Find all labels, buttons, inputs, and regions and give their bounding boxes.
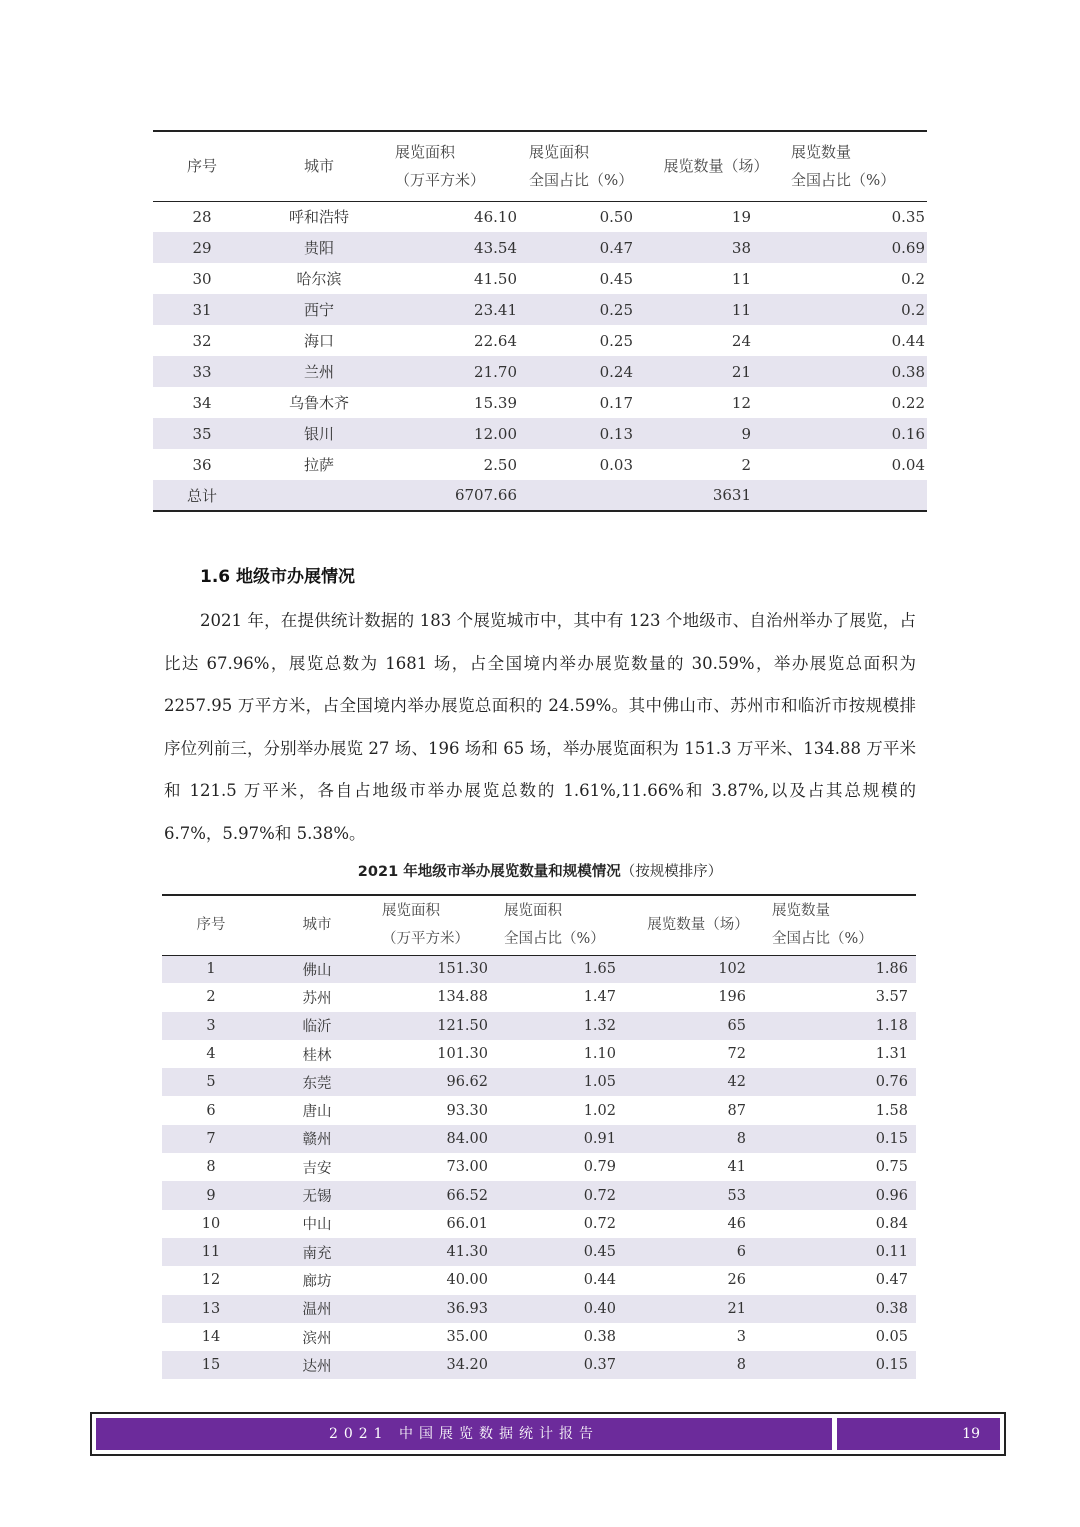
- total-area: 6707.66: [454, 486, 517, 504]
- table-header-row: [153, 131, 927, 201]
- row-area: 34.20: [446, 1357, 488, 1374]
- row-area: 93.30: [446, 1102, 488, 1119]
- row-index: 30: [192, 269, 212, 288]
- row-count-share: 0.35: [891, 207, 925, 226]
- row-count: 102: [718, 961, 746, 978]
- row-count-share: 1.18: [875, 1017, 908, 1034]
- row-city: 海口: [303, 332, 334, 350]
- row-area: 12.00: [474, 424, 517, 443]
- row-count-share: 0.38: [875, 1300, 908, 1317]
- row-index: 5: [206, 1074, 216, 1091]
- row-city: 中山: [302, 1217, 332, 1234]
- row-area: 73.00: [446, 1159, 488, 1176]
- table-caption: [0, 860, 1080, 881]
- row-area-share: 1.05: [583, 1074, 616, 1091]
- row-area: 35.00: [446, 1329, 488, 1345]
- row-city: 滨州: [302, 1330, 332, 1347]
- row-area-share: 0.37: [583, 1357, 616, 1374]
- page-footer: [90, 1412, 1006, 1456]
- table-row: [162, 1153, 916, 1181]
- row-index: 8: [206, 1159, 216, 1176]
- row-area-share: 1.02: [583, 1102, 616, 1119]
- row-index: 29: [192, 238, 212, 257]
- row-city: 兰州: [303, 363, 334, 381]
- row-count: 42: [727, 1074, 746, 1091]
- row-index: 4: [206, 1046, 216, 1063]
- col-header-index: 序号: [196, 917, 226, 934]
- row-city: 临沂: [302, 1019, 332, 1036]
- row-index: 32: [192, 331, 212, 350]
- table-row: [162, 1125, 916, 1153]
- row-city: 哈尔滨: [296, 270, 342, 288]
- row-area: 46.10: [474, 207, 517, 226]
- row-index: 33: [192, 362, 212, 381]
- row-count-share: 0.05: [875, 1329, 908, 1345]
- row-city: 温州: [302, 1302, 332, 1319]
- col-header-count-share: 展览数量 全国占比（%）: [772, 903, 873, 948]
- row-count: 41: [727, 1159, 746, 1176]
- row-index: 34: [192, 393, 212, 412]
- row-count: 6: [736, 1244, 746, 1261]
- row-area: 66.52: [446, 1187, 488, 1204]
- row-index: 7: [206, 1130, 216, 1147]
- table-row: [153, 356, 927, 387]
- row-count-share: 0.22: [891, 393, 925, 412]
- row-index: 6: [206, 1102, 216, 1119]
- row-area: 41.30: [446, 1244, 488, 1261]
- total-label: 总计: [187, 486, 218, 505]
- table-row: [162, 1266, 916, 1294]
- row-area: 21.70: [474, 362, 517, 381]
- col-header-index: 序号: [186, 157, 217, 176]
- row-area: 15.39: [474, 393, 517, 412]
- row-area-share: 1.32: [583, 1017, 616, 1034]
- row-city: 达州: [302, 1358, 332, 1375]
- row-count-share: 3.57: [875, 989, 908, 1006]
- prefecture-city-exhibition-table: [162, 894, 916, 1379]
- row-count-share: 0.75: [875, 1159, 908, 1176]
- row-area: 23.41: [474, 300, 517, 319]
- table-row: [153, 201, 927, 232]
- row-index: 10: [201, 1215, 221, 1232]
- row-area-share: 0.17: [599, 393, 633, 412]
- row-area: 101.30: [437, 1046, 488, 1063]
- total-count-share-empty: [787, 480, 927, 511]
- col-header-city: 城市: [302, 917, 332, 934]
- row-count: 21: [731, 362, 751, 381]
- total-row: [153, 480, 927, 511]
- table-header-row: [162, 895, 916, 955]
- table-row: [162, 1096, 916, 1124]
- row-count-share: 0.15: [875, 1357, 908, 1374]
- row-area-share: 0.38: [583, 1329, 616, 1345]
- row-index: 9: [206, 1187, 216, 1204]
- row-count-share: 0.15: [875, 1130, 908, 1147]
- col-header-area: 展览面积 （万平方米）: [382, 903, 469, 948]
- row-count-share: 0.2: [901, 269, 925, 288]
- row-index: 12: [201, 1272, 221, 1289]
- row-index: 1: [206, 961, 216, 978]
- row-count-share: 1.86: [875, 961, 908, 978]
- row-area-share: 0.91: [583, 1130, 616, 1147]
- row-city: 赣州: [302, 1132, 332, 1149]
- row-count: 38: [731, 238, 751, 257]
- row-area: 84.00: [446, 1130, 488, 1147]
- row-area: 66.01: [446, 1215, 488, 1232]
- table-row: [153, 387, 927, 418]
- row-city: 拉萨: [303, 456, 334, 474]
- total-city-empty: [251, 480, 387, 511]
- row-index: 11: [201, 1244, 221, 1261]
- table-row: [162, 1210, 916, 1238]
- row-count: 24: [731, 331, 751, 350]
- row-city: 南充: [302, 1245, 332, 1262]
- row-area-share: 0.13: [599, 424, 633, 443]
- row-city: 廊坊: [302, 1273, 332, 1290]
- col-header-count-share: 展览数量 全国占比（%）: [791, 143, 896, 190]
- row-count-share: 0.11: [875, 1244, 908, 1261]
- row-area-share: 0.72: [583, 1187, 616, 1204]
- page-number: 19: [837, 1418, 1000, 1450]
- row-index: 35: [192, 424, 212, 443]
- row-count-share: 0.96: [875, 1187, 908, 1204]
- row-count: 46: [727, 1215, 746, 1232]
- col-header-city: 城市: [303, 157, 334, 176]
- row-count-share: 0.44: [891, 331, 925, 350]
- col-header-area-share: 展览面积 全国占比（%）: [504, 903, 605, 948]
- row-count-share: 0.16: [891, 424, 925, 443]
- row-count: 65: [727, 1017, 746, 1034]
- table-caption-note: （按规模排序）: [620, 864, 723, 880]
- table-row: [162, 1295, 916, 1323]
- table-row: [153, 325, 927, 356]
- table-row: [162, 1181, 916, 1209]
- row-city: 无锡: [302, 1189, 332, 1206]
- col-header-area-share: 展览面积 全国占比（%）: [529, 143, 634, 190]
- row-count-share: 0.76: [875, 1074, 908, 1091]
- col-header-area: 展览面积 （万平方米）: [395, 143, 486, 190]
- row-count-share: 1.31: [875, 1046, 908, 1063]
- row-area-share: 0.45: [583, 1244, 616, 1261]
- row-area-share: 0.25: [599, 300, 633, 319]
- table-row: [153, 263, 927, 294]
- row-area-share: 0.45: [599, 269, 633, 288]
- table-row: [162, 1068, 916, 1096]
- row-count: 3: [736, 1329, 746, 1345]
- row-count: 12: [731, 393, 751, 412]
- row-count: 196: [718, 989, 746, 1006]
- section-paragraph: 2021 年，在提供统计数据的 183 个展览城市中，其中有 123 个地级市、自治州举办了展览，占比达 67.96%，展览总数为 1681 场，占全国境内举办展览数量的 30.59%，举办展览总面积为 2257.95 万平方米，占全国境内举办展览总面积的 24.59%。其中佛山市、苏州市和临沂市按规模排序位列前三，分别举办展览 27 场、196 场和 65 场，举办展览面积为 151.3 万平米、134.88 万平米和 121.5 万平米，各自占地级市举办展览总数的 1.61%,11.66%和 3.87%,以及占其总规模的 6.7%，5.97%和 5.38%。: [164, 611, 916, 843]
- row-count: 26: [727, 1272, 746, 1289]
- row-count: 9: [741, 424, 751, 443]
- row-area-share: 0.47: [599, 238, 633, 257]
- row-count: 19: [731, 207, 751, 226]
- table-caption-title: 2021 年地级市举办展览数量和规模情况: [357, 864, 621, 880]
- row-count-share: 0.2: [901, 300, 925, 319]
- row-area-share: 0.25: [599, 331, 633, 350]
- row-index: 36: [192, 455, 212, 474]
- table-row: [162, 983, 916, 1011]
- row-area: 41.50: [474, 269, 517, 288]
- row-index: 28: [192, 207, 212, 226]
- section-title: 1.6 地级市办展情况: [200, 567, 356, 587]
- row-area-share: 0.72: [583, 1215, 616, 1232]
- row-index: 2: [206, 989, 216, 1006]
- row-count: 11: [731, 300, 751, 319]
- row-area: 2.50: [483, 455, 517, 474]
- row-area: 121.50: [437, 1017, 488, 1034]
- row-city: 乌鲁木齐: [288, 394, 349, 412]
- row-city: 佛山: [302, 962, 332, 979]
- row-city: 唐山: [302, 1104, 332, 1121]
- row-count-share: 0.04: [891, 455, 925, 474]
- table-row: [162, 1323, 916, 1351]
- table-row: [153, 294, 927, 325]
- row-area-share: 0.50: [599, 207, 633, 226]
- row-count-share: 0.84: [875, 1215, 908, 1232]
- row-count-share: 0.38: [891, 362, 925, 381]
- row-index: 14: [201, 1329, 221, 1345]
- table-row: [162, 955, 916, 983]
- row-city: 西宁: [303, 301, 334, 319]
- report-title: 2021 中国展览数据统计报告: [96, 1418, 832, 1450]
- row-count: 21: [727, 1300, 746, 1317]
- table-row: [162, 1351, 916, 1379]
- row-area: 40.00: [446, 1272, 488, 1289]
- row-count: 11: [731, 269, 751, 288]
- row-area-share: 0.03: [599, 455, 633, 474]
- table-row: [153, 232, 927, 263]
- row-index: 15: [201, 1357, 221, 1374]
- total-area-share-empty: [523, 480, 645, 511]
- row-area-share: 0.44: [583, 1272, 616, 1289]
- row-area-share: 0.79: [583, 1159, 616, 1176]
- table-row: [153, 418, 927, 449]
- col-header-count: 展览数量（场）: [663, 157, 769, 176]
- row-area: 134.88: [437, 989, 488, 1006]
- row-index: 13: [201, 1300, 221, 1317]
- row-area-share: 1.10: [583, 1046, 616, 1063]
- col-header-count: 展览数量（场）: [647, 917, 749, 934]
- table-row: [162, 1012, 916, 1040]
- row-city: 贵阳: [303, 239, 334, 257]
- row-area: 43.54: [474, 238, 517, 257]
- row-count-share: 0.69: [891, 238, 925, 257]
- row-area-share: 1.47: [583, 989, 616, 1006]
- row-area: 22.64: [474, 331, 517, 350]
- row-count: 87: [727, 1102, 746, 1119]
- row-count: 8: [736, 1357, 746, 1374]
- row-count-share: 0.47: [875, 1272, 908, 1289]
- row-city: 苏州: [302, 990, 332, 1007]
- row-count: 53: [727, 1187, 746, 1204]
- table-row: [162, 1040, 916, 1068]
- row-city: 桂林: [302, 1047, 332, 1064]
- row-count: 2: [741, 455, 751, 474]
- row-area: 36.93: [446, 1300, 488, 1317]
- total-count: 3631: [712, 486, 751, 504]
- row-area: 96.62: [446, 1074, 488, 1091]
- row-count-share: 1.58: [875, 1102, 908, 1119]
- row-count: 72: [727, 1046, 746, 1063]
- table-row: [153, 449, 927, 480]
- row-index: 3: [206, 1017, 216, 1034]
- row-area-share: 0.40: [583, 1300, 616, 1317]
- row-index: 31: [192, 300, 212, 319]
- row-count: 8: [736, 1130, 746, 1147]
- row-city: 吉安: [302, 1160, 332, 1177]
- row-area: 151.30: [437, 961, 488, 978]
- table-row: [162, 1238, 916, 1266]
- row-city: 呼和浩特: [288, 208, 349, 227]
- row-area-share: 1.65: [583, 961, 616, 978]
- city-exhibition-table-continued: [153, 130, 927, 512]
- row-city: 银川: [303, 425, 334, 443]
- row-area-share: 0.24: [599, 362, 633, 381]
- row-city: 东莞: [302, 1075, 332, 1092]
